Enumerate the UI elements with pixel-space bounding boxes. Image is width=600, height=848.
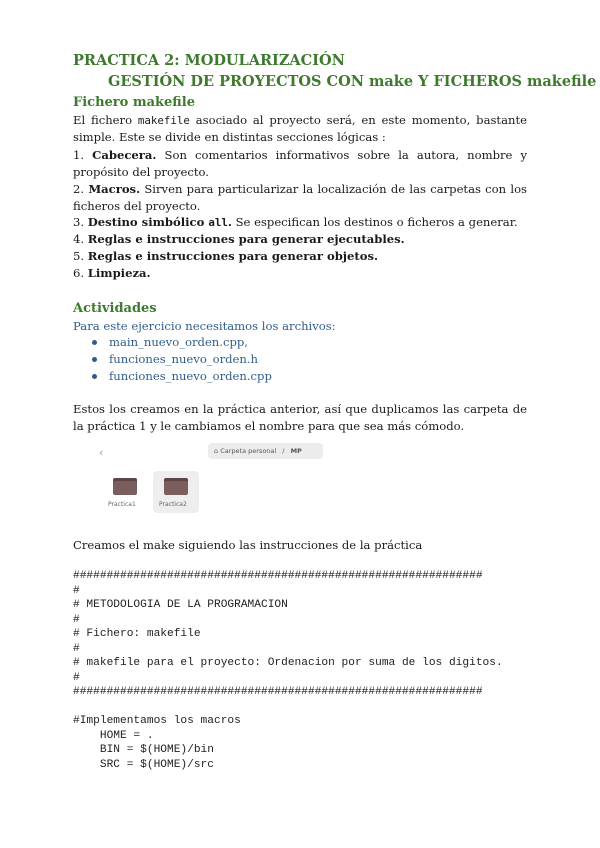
folder-item xyxy=(105,472,145,512)
file-item: funciones_nuevo_orden.cpp xyxy=(109,369,272,383)
folder-icon xyxy=(113,478,137,495)
code-line xyxy=(73,700,503,715)
code-line: ############################################################# xyxy=(73,686,483,698)
section-heading-makefile: Fichero makefile xyxy=(73,95,195,110)
list-item xyxy=(73,181,527,215)
item-bold: Destino simbólico xyxy=(87,215,209,229)
item-text: Son comentarios informativos sobre la autora, nombre y propósito del proyecto. xyxy=(73,148,528,179)
make-paragraph: Creamos el make siguiendo las instrucciones de la práctica xyxy=(73,538,423,552)
list-item xyxy=(73,248,527,265)
document-title: PRACTICA 2: MODULARIZACIÓN xyxy=(73,52,345,69)
bullet-icon xyxy=(92,340,97,345)
item-number: 1. xyxy=(73,148,93,162)
path-home: Carpeta personal xyxy=(220,447,277,455)
activities-intro: Para este ejercicio necesitamos los archivos: xyxy=(73,319,336,333)
inline-code-all: all xyxy=(208,216,228,229)
code-line: HOME = . xyxy=(73,729,154,742)
folder-item-selected xyxy=(153,471,199,513)
code-line: BIN = $(HOME)/bin xyxy=(73,744,214,756)
code-line: SRC = $(HOME)/src xyxy=(73,758,214,771)
list-item xyxy=(73,265,527,282)
path-separator: / xyxy=(282,447,285,455)
home-icon: ⌂ xyxy=(214,447,219,455)
file-item: funciones_nuevo_orden.h xyxy=(109,352,259,366)
item-number: 4. xyxy=(73,232,88,246)
item-text: Sirven para particularizar la localización de las carpetas con los ficheros del proyecto. xyxy=(73,182,528,213)
code-line: # METODOLOGIA DE LA PROGRAMACION xyxy=(73,599,288,611)
code-line: # Fichero: makefile xyxy=(73,628,201,640)
item-number: 6. xyxy=(73,266,88,280)
intro-text: El fichero xyxy=(73,113,138,127)
code-line: # makefile para el proyecto: Ordenacion por suma de los digitos. xyxy=(73,657,503,669)
inline-code-makefile: makefile xyxy=(137,114,190,127)
item-bold: Cabecera. xyxy=(92,148,157,162)
item-number: 3. xyxy=(73,215,88,229)
list-item xyxy=(73,147,527,181)
intro-text-continued: asociado al proyecto será, en este momento, bastante simple. Este se divide en distintas secciones lógicas : xyxy=(73,113,527,144)
path-current: MP xyxy=(290,447,302,455)
item-bold: Reglas e instrucciones para generar ejecutables. xyxy=(87,232,405,246)
section-heading-actividades: Actividades xyxy=(73,301,157,316)
list-item xyxy=(73,231,527,248)
item-number: 5. xyxy=(73,249,88,263)
code-line: ############################################################# xyxy=(73,570,483,582)
bullet-icon xyxy=(92,357,97,362)
list-item xyxy=(73,214,527,231)
folder-icon xyxy=(164,478,188,495)
code-line: # xyxy=(73,671,80,684)
path-bar xyxy=(208,443,323,459)
code-block xyxy=(73,569,503,772)
item-bold-end: . xyxy=(227,215,232,229)
file-item: main_nuevo_orden.cpp, xyxy=(109,335,248,349)
item-bold: Limpieza. xyxy=(87,266,151,280)
item-number: 2. xyxy=(73,182,89,196)
intro-paragraph xyxy=(73,112,527,146)
item-bold: Reglas e instrucciones para generar objetos. xyxy=(87,249,379,263)
back-arrow-icon: ‹ xyxy=(99,446,104,459)
folder-label: Practica1 xyxy=(108,501,136,508)
item-text: Se especifican los destinos o ficheros a generar. xyxy=(231,215,518,229)
bullet-icon xyxy=(92,374,97,379)
code-line: #Implementamos los macros xyxy=(73,715,241,727)
folder-label: Practica2 xyxy=(159,501,187,508)
code-line: # xyxy=(73,613,80,626)
document-subtitle: GESTIÓN DE PROYECTOS CON make Y FICHEROS makefile xyxy=(108,73,597,90)
code-line: # xyxy=(73,642,80,655)
duplicate-paragraph: Estos los creamos en la práctica anterior, así que duplicamos las carpeta de la práctica 1 y le cambiamos el nombre para que sea más cómodo. xyxy=(73,402,527,433)
code-line: # xyxy=(73,584,80,597)
item-bold: Macros. xyxy=(88,182,141,196)
